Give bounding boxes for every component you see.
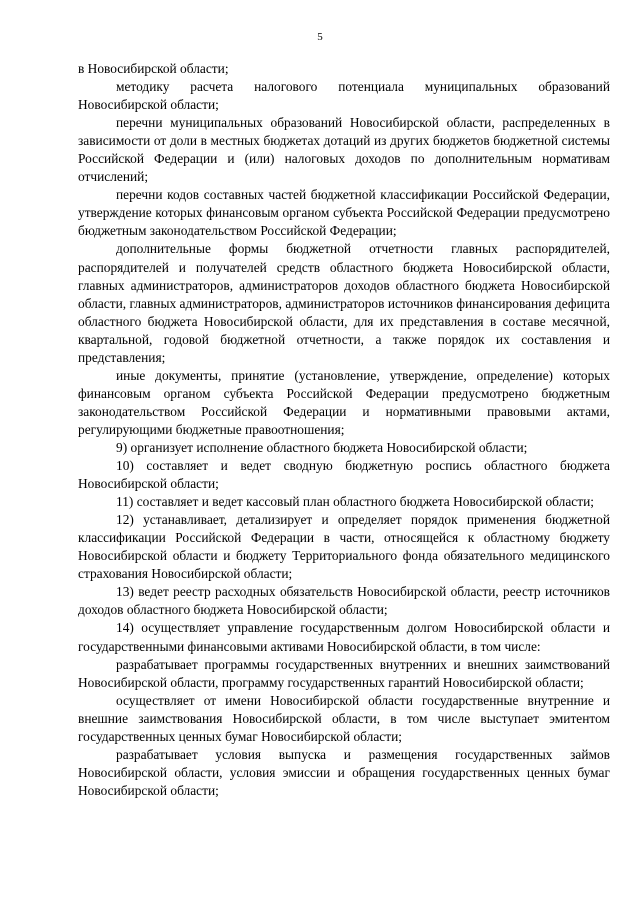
document-body [78,60,610,800]
paragraph: перечни муниципальных образований Новосибирской области, распределенных в зависимости от доли в местных бюджетах дотаций из других бюджетов бюджетной системы Российской Федерации и (или) налоговых доходов по дополнительным нормативам отчислений; [78,115,610,185]
page-number: 5 [317,31,323,43]
paragraph: иные документы, принятие (установление, утверждение, определение) которых финансовым органом субъекта Российской Федерации предусмотрено бюджетным законодательством Российской Федерации и нормативными правовыми актами, регулирующими бюджетные правоотношения; [78,367,610,437]
paragraph: дополнительные формы бюджетной отчетности главных распорядителей, распорядителей и получателей средств областного бюджета Новосибирской области, главных администраторов, администраторов доходов областного бюджета Новосибирской области, главных администраторов, администраторов источников финансирования дефицита областного бюджета Новосибирской области, для их представления в составе месячной, квартальной, годовой бюджетной отчетности, а также порядок их составления и представления; [78,241,610,365]
paragraph: 12) устанавливает, детализирует и определяет порядок применения бюджетной классификации Российской Федерации в части, относящейся к областному бюджету Новосибирской области и бюджету Территориального фонда обязательного медицинского страхования Новосибирской области; [78,512,610,582]
paragraph: перечни кодов составных частей бюджетной классификации Российской Федерации, утверждение которых финансовым органом субъекта Российской Федерации предусмотрено бюджетным законодательством Российской Федерации; [78,187,610,239]
paragraph: 14) осуществляет управление государственным долгом Новосибирской области и государственными финансовыми активами Новосибирской области, в том числе: [78,620,610,654]
paragraph: 9) организует исполнение областного бюджета Новосибирской области; [116,439,528,455]
paragraph: методику расчета налогового потенциала муниципальных образований Новосибирской области; [78,79,610,113]
paragraph: разрабатывает программы государственных внутренних и внешних заимствований Новосибирской области, программу государственных гарантий Новосибирской области; [78,656,610,690]
paragraph: 13) ведет реестр расходных обязательств Новосибирской области, реестр источников доходов областного бюджета Новосибирской области; [78,584,610,618]
paragraph: 10) составляет и ведет сводную бюджетную роспись областного бюджета Новосибирской области; [78,458,610,492]
paragraph: осуществляет от имени Новосибирской области государственные внутренние и внешние заимствования Новосибирской области, в том числе выступает эмитентом государственных ценных бумаг Новосибирской области; [78,692,610,744]
paragraph: разрабатывает условия выпуска и размещения государственных займов Новосибирской области, условия эмиссии и обращения государственных ценных бумаг Новосибирской области; [78,746,610,798]
paragraph: в Новосибирской области; [78,61,229,76]
paragraph: 11) составляет и ведет кассовый план областного бюджета Новосибирской области; [116,494,594,510]
